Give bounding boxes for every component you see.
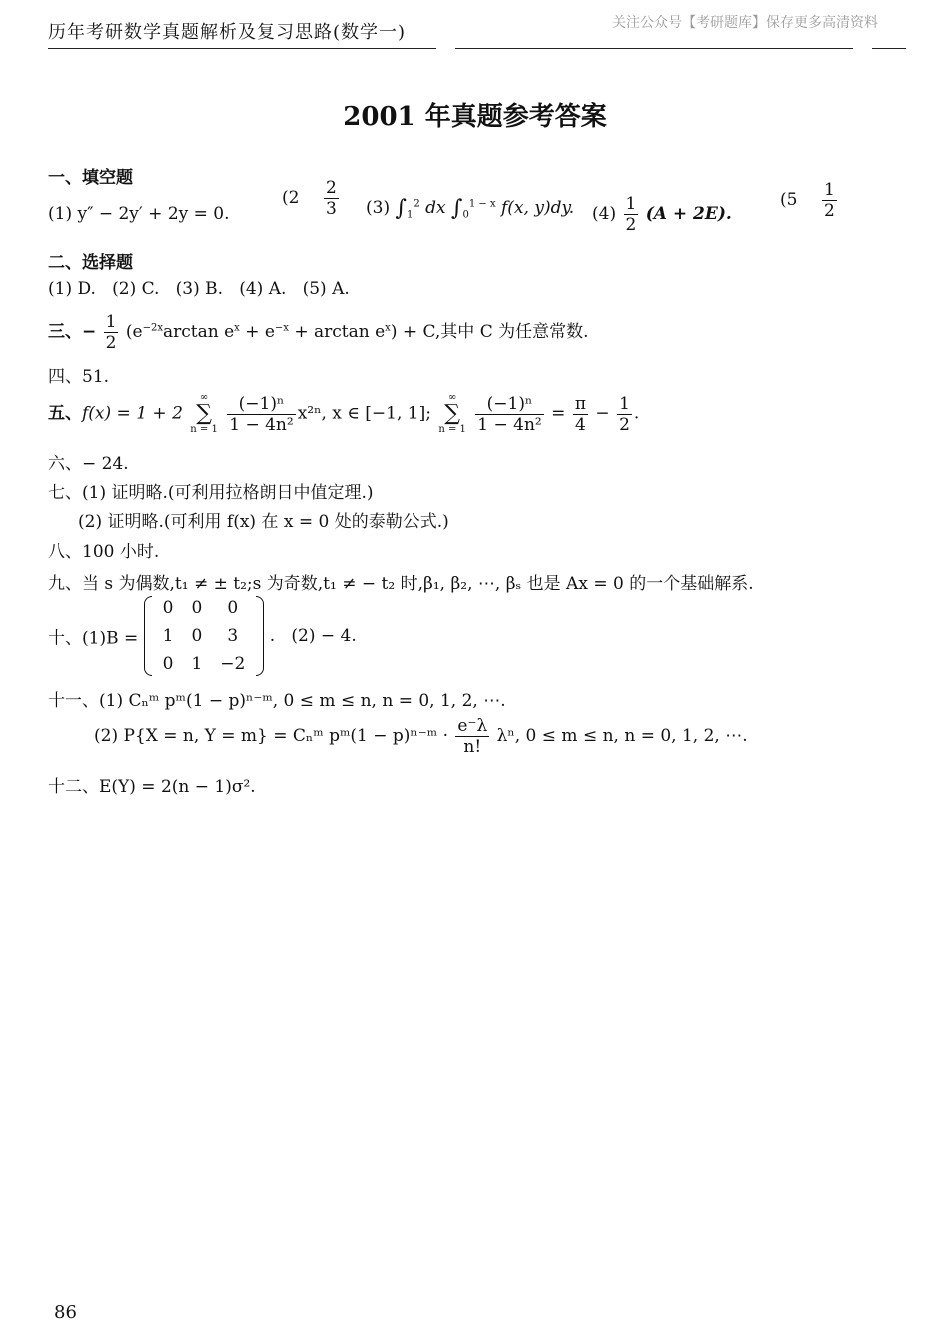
section-5-minus: −: [595, 403, 610, 424]
matrix-cell: 0: [191, 626, 203, 646]
header-watermark: 关注公众号【考研题库】保存更多高清资料: [612, 15, 878, 31]
answer-1-4-label: (4): [592, 204, 617, 224]
section-9-answer: 九、当 s 为偶数,t₁ ≠ ± t₂;s 为奇数,t₁ ≠ − t₂ 时,β₁, β₂, ⋯, βₛ 也是 Ax = 0 的一个基础解系.: [48, 574, 754, 594]
int-upper-1: 2: [413, 198, 420, 210]
section-12-answer: 十二、E(Y) = 2(n − 1)σ².: [48, 777, 256, 797]
answer-1-2-fraction: [322, 178, 341, 219]
section-11-line-2b: λⁿ, 0 ≤ m ≤ n, n = 0, 1, 2, ⋯.: [496, 726, 748, 746]
section-3-exp3: −x: [274, 322, 289, 334]
page-title: 2001 年真题参考答案: [343, 102, 607, 132]
answer-1-1: [48, 204, 230, 224]
section-3-body5: ) + C,其中 C 为任意常数.: [390, 322, 589, 342]
integral-sign-inner: ∫: [451, 196, 463, 221]
matrix-cell: 1: [162, 626, 174, 646]
section-5-label: 五、: [48, 403, 82, 424]
section-5-frac1-num: (−1)ⁿ: [227, 394, 295, 415]
section-5-frac2-num: (−1)ⁿ: [475, 394, 543, 415]
section-3-body4: + arctan e: [288, 322, 386, 342]
section-5-frac2-den: 1 − 4n²: [477, 414, 542, 435]
section-5-frac3-den: 4: [574, 414, 586, 435]
section-2-heading: 二、选择题: [48, 253, 133, 273]
section-1-heading: 一、填空题: [48, 168, 133, 188]
section-4-answer: 四、51.: [48, 367, 110, 387]
section-3-label: 三、−: [48, 322, 97, 342]
header-book-title: 历年考研数学真题解析及复习思路(数学一): [48, 22, 407, 43]
section-3-den: 2: [105, 333, 117, 353]
section-10-after: . (2) − 4.: [269, 626, 357, 646]
matrix-cell: 0: [162, 654, 174, 674]
integral-sign-outer: ∫: [395, 196, 407, 221]
answer-1-5: [780, 190, 797, 210]
answer-1-5-den: 2: [824, 201, 835, 221]
matrix-cell: 0: [227, 598, 239, 618]
section-10-answer: [48, 594, 357, 678]
header-rule-middle: [455, 48, 853, 49]
sum-symbol-1: [190, 392, 218, 436]
section-3-body3: + e: [239, 322, 275, 342]
section-5-frac3-num: π: [574, 393, 586, 414]
section-11-frac-num: e⁻λ: [457, 716, 488, 736]
section-3-exp4: x: [385, 322, 391, 334]
section-3-body2: arctan e: [162, 322, 235, 342]
sum-1-bottom: n = 1: [190, 424, 218, 435]
page-number: 86: [54, 1302, 77, 1323]
matrix-b: [144, 594, 265, 678]
answer-1-4-den: 2: [625, 215, 637, 235]
section-5-frac1-den: 1 − 4n²: [229, 414, 294, 435]
matrix-cell: 1: [191, 654, 203, 674]
section-5-eq: =: [551, 403, 566, 424]
section-2-answers: (1) D. (2) C. (3) B. (4) A. (5) A.: [48, 279, 350, 299]
sum-1-sigma: ∑: [196, 401, 212, 426]
header-rule-right: [872, 48, 906, 49]
answer-1-2-den: 3: [326, 199, 337, 219]
answer-1-3: [366, 196, 574, 221]
section-5-frac4-num: 1: [619, 393, 630, 414]
section-11-frac-den: n!: [463, 737, 482, 757]
sum-2-top: ∞: [447, 392, 457, 403]
section-7-line-1: 七、(1) 证明略.(可利用拉格朗日中值定理.): [48, 483, 374, 503]
answer-1-5-label: (5: [780, 190, 798, 210]
section-5-end: .: [633, 403, 640, 424]
int-upper-2: 1 − x: [468, 198, 496, 210]
section-7-line-2: (2) 证明略.(可利用 f(x) 在 x = 0 处的泰勒公式.): [78, 512, 449, 532]
section-6-answer: 六、− 24.: [48, 454, 129, 474]
matrix-cell: 3: [227, 626, 239, 646]
matrix-cell: 0: [162, 598, 174, 618]
int-lower-2: 0: [462, 209, 469, 221]
sum-2-sigma: ∑: [444, 401, 460, 426]
answer-1-4-body: (A + 2E).: [645, 204, 732, 224]
answer-1-2-label: (2: [282, 188, 300, 208]
section-11-line-2a: (2) P{X = n, Y = m} = Cₙᵐ pᵐ(1 − p)ⁿ⁻ᵐ ·: [94, 726, 448, 746]
answer-1-5-num: 1: [824, 180, 835, 200]
section-8-answer: 八、100 小时.: [48, 542, 160, 562]
section-3-answer: [48, 312, 589, 353]
answer-1-3-dx: dx: [425, 198, 446, 218]
section-10-label: 十、(1)B =: [48, 628, 139, 649]
answer-1-4-num: 1: [625, 194, 637, 214]
sum-2-bottom: n = 1: [438, 424, 466, 435]
section-5-answer: [48, 392, 639, 436]
section-3-body: (e: [125, 322, 143, 342]
int-lower-1: 1: [406, 209, 414, 221]
section-5-fx: f(x) = 1 + 2: [82, 403, 183, 424]
answer-1-5-fraction: [820, 180, 839, 221]
sum-1-top: ∞: [199, 392, 209, 403]
answer-1-2: [282, 188, 299, 208]
section-5-frac4-den: 2: [619, 414, 630, 435]
answer-1-3-label: (3): [366, 198, 391, 218]
section-3-num: 1: [105, 312, 117, 332]
answer-1-4: [592, 194, 732, 235]
section-11-line-2: [94, 716, 748, 757]
matrix-cell: 0: [191, 598, 203, 618]
answer-1-3-body: f(x, y)dy.: [501, 198, 575, 218]
sum-symbol-2: [438, 392, 466, 436]
answer-1-2-num: 2: [326, 178, 337, 198]
header-rule-left: [48, 48, 436, 49]
section-11-line-1: 十一、(1) Cₙᵐ pᵐ(1 − p)ⁿ⁻ᵐ, 0 ≤ m ≤ n, n = 0, 1, 2, ⋯.: [48, 691, 506, 711]
section-3-exp1: −2x: [142, 322, 163, 334]
section-3-exp2: x: [234, 322, 240, 334]
section-5-after1: x²ⁿ, x ∈ [−1, 1];: [297, 403, 431, 424]
matrix-cell: −2: [220, 654, 246, 674]
answer-1-1-text: (1) y″ − 2y′ + 2y = 0.: [48, 204, 230, 224]
